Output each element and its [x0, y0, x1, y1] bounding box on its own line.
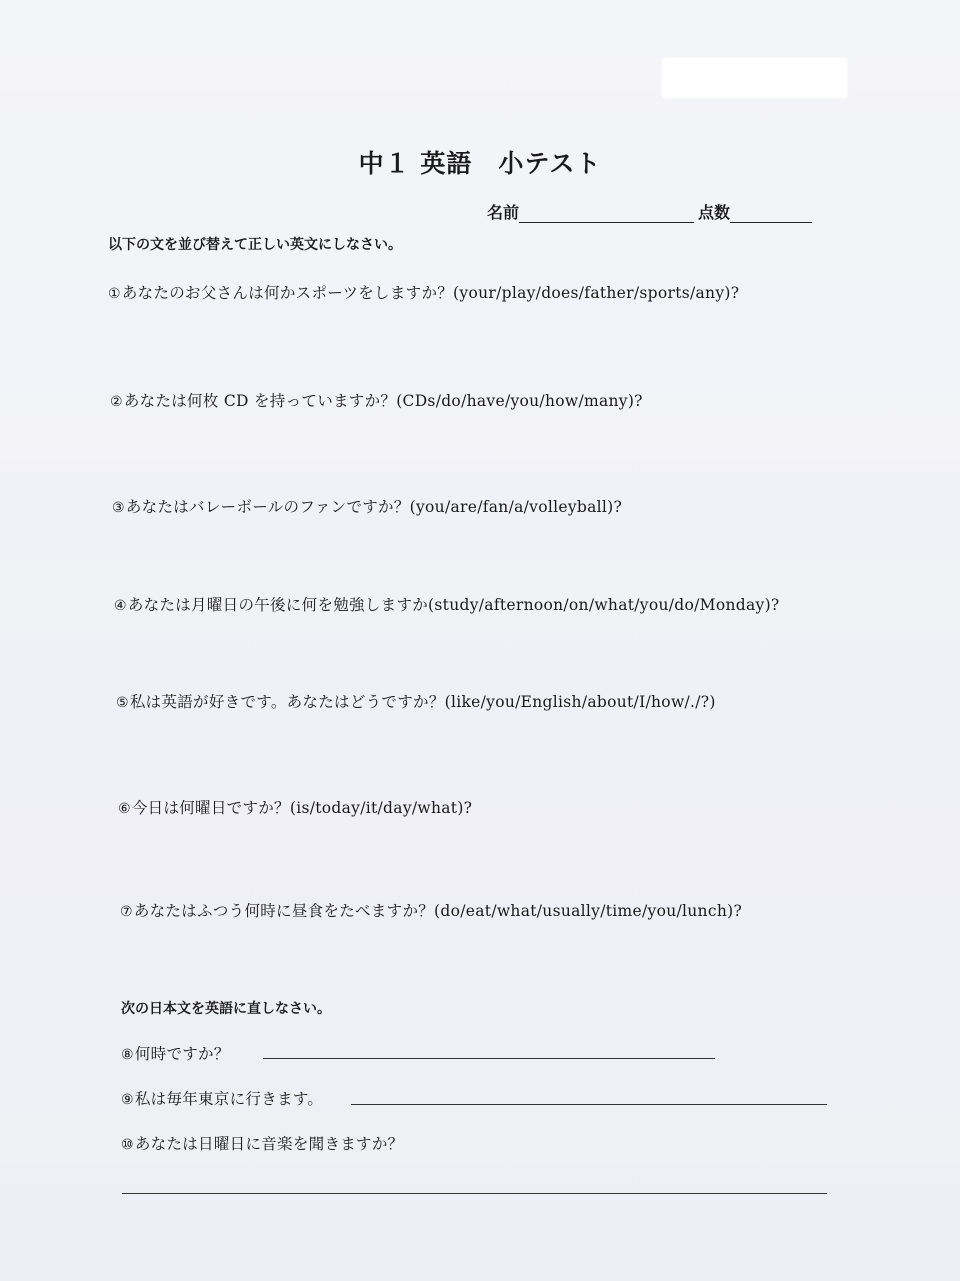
question-text: 何時ですか？ [134, 1045, 230, 1063]
question-number: ③ [112, 500, 125, 516]
answer-line-9[interactable] [351, 1104, 827, 1105]
question-number: ⑩ [121, 1137, 134, 1153]
question-text: 私は英語が好きです。あなたはどうですか？(like/you/English/about/I/how/./?) [129, 693, 716, 711]
question-10 [121, 1132, 403, 1154]
answer-line-8[interactable] [263, 1058, 715, 1059]
question-text: あなたは日曜日に音楽を聞きますか？ [134, 1135, 404, 1153]
question-number: ⑦ [120, 904, 133, 920]
section1-heading: 以下の文を並び替えて正しい英文にしなさい。 [108, 237, 402, 253]
question-3 [112, 495, 622, 517]
question-number: ⑧ [121, 1047, 134, 1063]
question-text: あなたは月曜日の午後に何を勉強しますか(study/afternoon/on/what/you/do/Monday)? [127, 596, 780, 614]
question-number: ⑥ [118, 801, 131, 817]
score-field[interactable] [730, 204, 812, 223]
answer-line-10[interactable] [122, 1193, 827, 1194]
name-score-row [487, 200, 812, 223]
question-number: ① [108, 286, 121, 302]
correction-tape [662, 58, 847, 98]
question-text: あなたはふつう何時に昼食をたべますか？(do/eat/what/usually/time/you/lunch)? [133, 902, 743, 920]
page-title: 中１ 英語 小テスト [358, 149, 602, 178]
question-7 [120, 899, 742, 921]
question-text: あなたは何枚 CD を持っていますか？(CDs/do/have/you/how/many)? [123, 392, 643, 410]
question-6 [118, 796, 472, 818]
question-text: あなたのお父さんは何かスポーツをしますか？(your/play/does/father/sports/any)? [121, 284, 740, 302]
question-8 [121, 1042, 230, 1064]
question-text: 今日は何曜日ですか？(is/today/it/day/what)? [131, 799, 473, 817]
question-5 [116, 690, 716, 712]
question-number: ② [110, 394, 123, 410]
question-4 [114, 593, 780, 615]
question-text: あなたはバレーボールのファンですか？(you/are/fan/a/volleyball)? [125, 498, 623, 516]
question-number: ⑨ [121, 1092, 134, 1108]
question-text: 私は毎年東京に行きます。 [134, 1090, 324, 1108]
question-9 [121, 1087, 323, 1109]
name-label: 名前 [487, 203, 520, 222]
section2-heading: 次の日本文を英語に直しなさい。 [121, 1001, 331, 1017]
name-field[interactable] [519, 204, 694, 223]
question-number: ⑤ [116, 695, 129, 711]
score-label: 点数 [698, 203, 731, 222]
question-number: ④ [114, 598, 127, 614]
question-2 [110, 389, 643, 411]
question-1 [108, 281, 739, 303]
